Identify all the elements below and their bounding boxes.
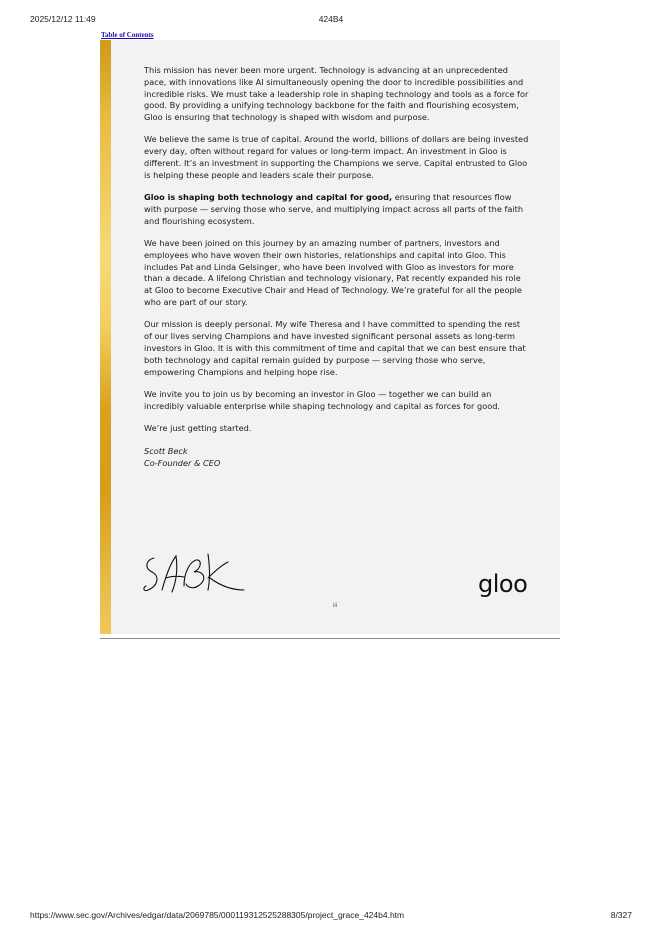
handwritten-signature [140,546,250,602]
bold-lead-text: Gloo is shaping both technology and capital for good, [144,192,393,203]
print-doc-title: 424B4 [318,14,344,24]
signer-title: Co-Founder & CEO [144,458,221,469]
signer-name: Scott Beck [144,446,188,457]
print-datetime: 2025/12/12 11:49 [30,14,96,24]
print-footer [30,910,632,922]
gloo-logo: gloo [478,570,528,598]
letter-paragraph-4: We have been joined on this journey by an amazing number of partners, investors and employees who have woven their own histories, relationships and capital into Gloo. This includes Pat and Linda Gelsinger, who have been involved with Gloo as investors for more than a decade. A lifelong Christian and technology visionary, Pat recently expanded his role at Gloo to become Executive Chair and Head of Technology. We’re grateful for all the people who are part of our story. [144,238,522,308]
letter-paragraph-2: We believe the same is true of capital. Around the world, billions of dollars are being invested every day, often without regard for values or long-term impact. An investment in Gloo is different. It’s an investment in supporting the Champions we serve. Capital entrusted to Gloo is helping these people and leaders scale their purpose. [144,134,529,180]
horizontal-rule [100,638,560,639]
table-of-contents-link[interactable]: Table of Contents [101,31,154,39]
print-header [30,14,632,26]
letter-body [144,65,530,469]
gold-accent-bar [100,40,111,634]
print-page-count: 8/327 [610,910,632,920]
letter-paragraph-1: This mission has never been more urgent. Technology is advancing at an unprecedented pace, with innovations like AI simultaneously opening the door to incredible possibilities and incredible risks. We must take a leadership role in shaping technology and tools as a force for good. By providing a unifying technology backbone for the faith and flourishing ecosystem, Gloo is ensuring that technology is shaped with wisdom and purpose. [144,65,529,123]
letter-paragraph-7: We’re just getting started. [144,422,252,433]
page-number: iii [333,603,337,609]
signoff [144,445,530,469]
letter-page [100,40,560,634]
letter-paragraph-6: We invite you to join us by becoming an investor in Gloo — together we can build an incredibly valuable enterprise while shaping technology and capital as forces for good. [144,388,501,411]
letter-paragraph-5: Our mission is deeply personal. My wife Theresa and I have committed to spending the rest of our lives serving Champions and have invested significant personal assets as long-term investors in Gloo. It is with this commitment of time and capital that we can best ensure that both technology and capital remain guided by purpose — serving those who serve, empowering Champions and helping hope rise. [144,319,526,377]
letter-paragraph-3 [144,192,530,227]
lead-rest-text: ensuring that resources flow with purpose — serving those who serve, and multiplying impact across all parts of the faith and flourishing ecosystem. [144,192,524,226]
print-url: https://www.sec.gov/Archives/edgar/data/2069785/000119312525288305/project_grace_424b4.htm [30,910,405,920]
